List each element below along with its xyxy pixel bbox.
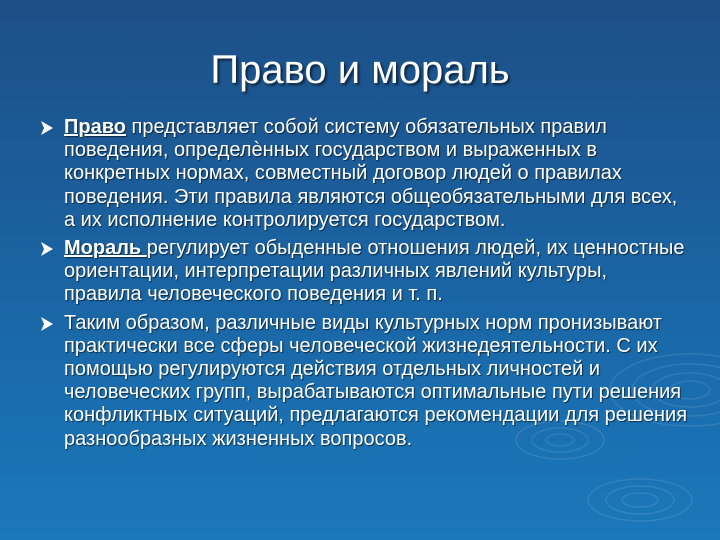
- arrow-bullet-icon: [40, 316, 54, 332]
- arrow-bullet-icon: [40, 120, 54, 136]
- slide-title: Право и мораль: [210, 48, 510, 92]
- bullet-item-conclusion: [40, 312, 690, 451]
- term-moral: Мораль: [64, 237, 147, 260]
- bullet-text-moral: регулирует обыденные отношения людей, их ценностные ориентации, интерпретации различных явлений культуры, правила человеческого поведения и т. п.: [64, 237, 685, 306]
- bullet-item-moral: [40, 237, 690, 307]
- term-pravo: Право: [64, 116, 126, 138]
- arrow-bullet-icon: [40, 241, 54, 257]
- bullet-text-conclusion: Таким образом, различные виды культурных норм пронизывают практически все сферы человеческой жизнедеятельности. С их помощью регулируются действия отдельных личностей и человеческих групп, вырабатываются оптимальные пути решения конфликтных ситуаций, предлагаются рекомендации для решения разнообразных жизненных вопросов.: [64, 311, 688, 450]
- bullet-list: [40, 116, 690, 456]
- bullet-item-pravo: [40, 116, 690, 232]
- bullet-text-pravo: представляет собой систему обязательных правил поведения, определѐнных государством и выраженных в конкретных нормах, совместный договор людей о правилах поведения. Эти правила являются общеобязательными для всех, а их исполнение контролируется государством.: [64, 116, 678, 231]
